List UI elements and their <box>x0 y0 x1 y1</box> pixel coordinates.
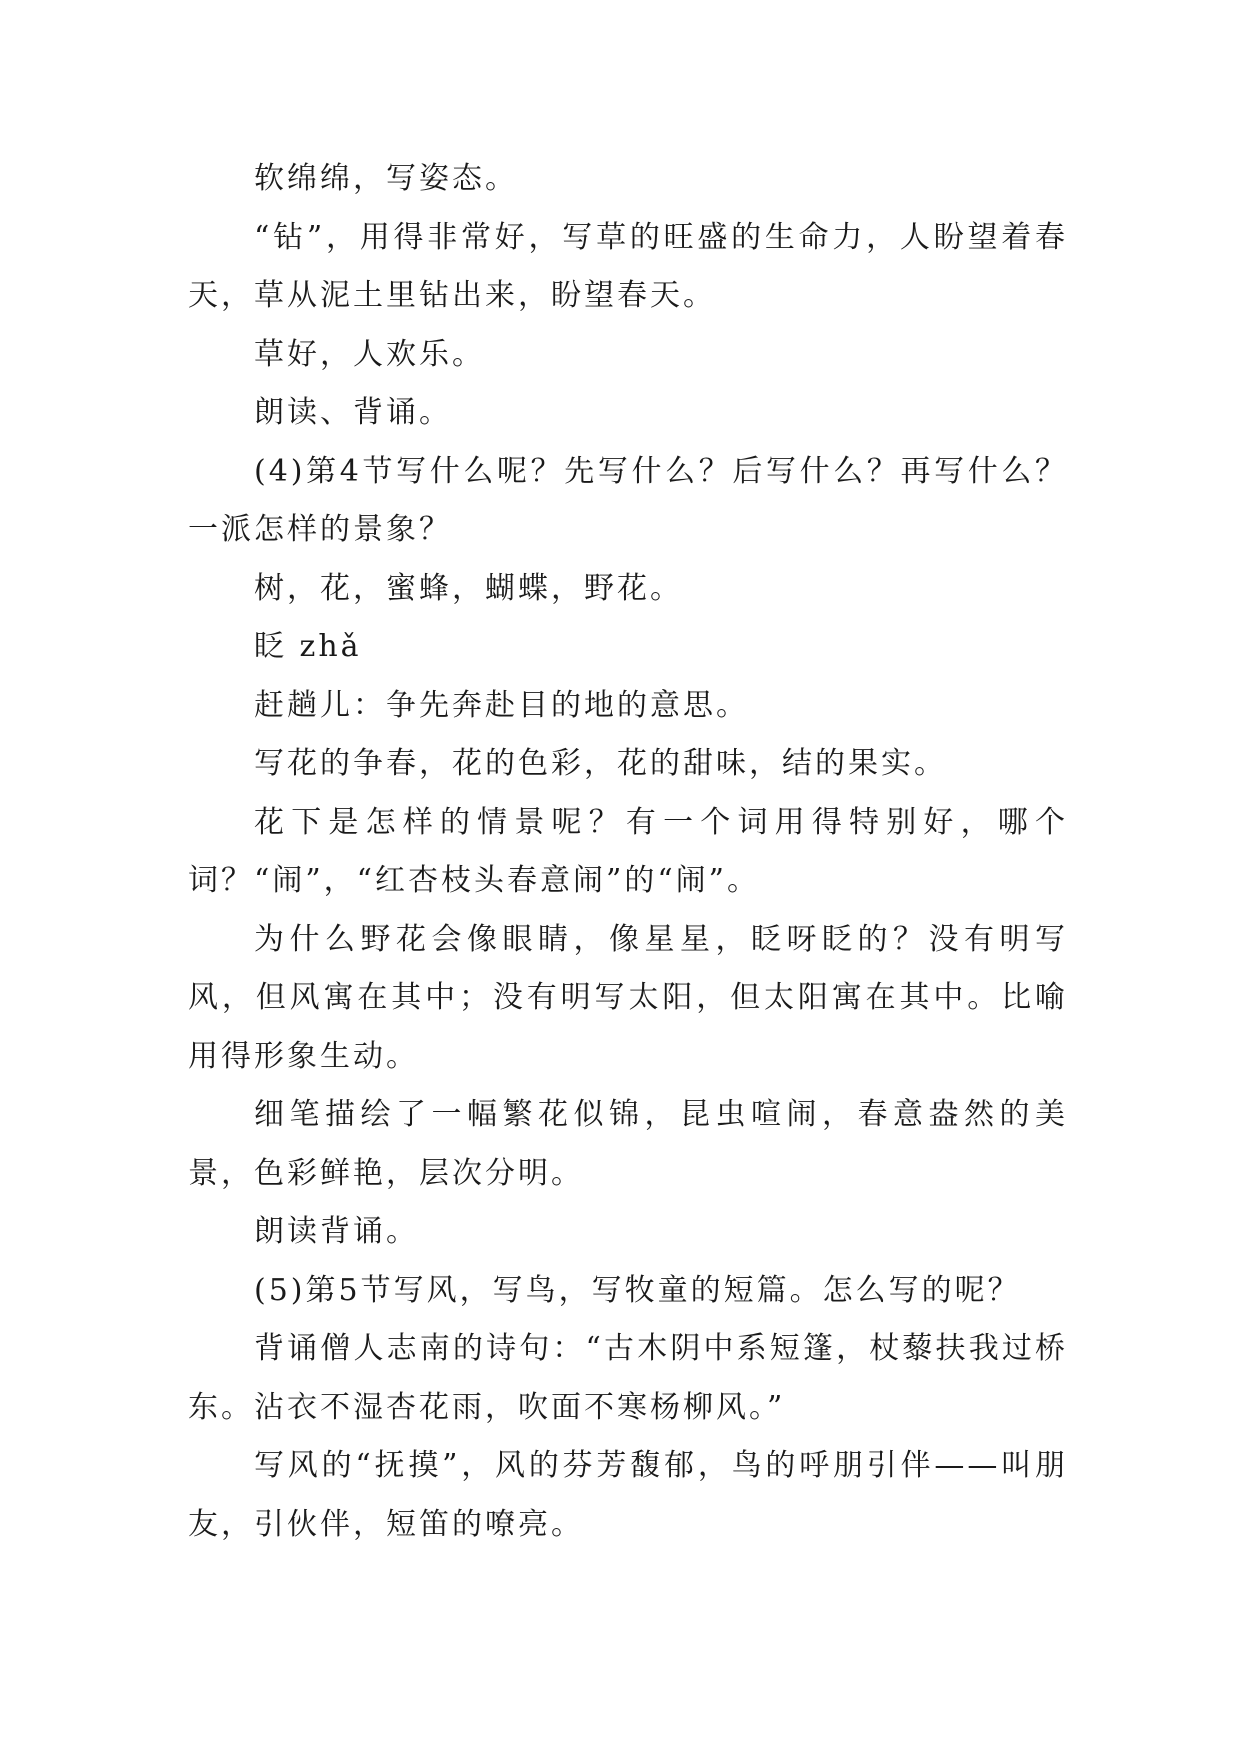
paragraph: 草好，人欢乐。 <box>254 336 485 372</box>
paragraph: 写花的争春，花的色彩，花的甜味，结的果实。 <box>254 746 947 781</box>
document-body <box>188 150 1068 1554</box>
paragraph: 软绵绵，写姿态。 <box>254 161 518 196</box>
paragraph: “钻”，用得非常好，写草的旺盛的生命力，人盼望着春天，草从泥土里钻出来，盼望春天。 <box>188 219 1068 313</box>
paragraph: 眨 zhǎ <box>254 629 362 664</box>
paragraph: 赶趟儿：争先奔赴目的地的意思。 <box>254 687 749 723</box>
paragraph: (4)第4节写什么呢？先写什么？后写什么？再写什么？一派怎样的景象？ <box>188 453 1068 547</box>
paragraph: (5)第5节写风，写鸟，写牧童的短篇。怎么写的呢？ <box>254 1272 1021 1308</box>
paragraph: 朗读、背诵。 <box>254 395 452 430</box>
paragraph: 为什么野花会像眼睛，像星星，眨呀眨的？没有明写风，但风寓在其中；没有明写太阳，但太阳寓在其中。比喻用得形象生动。 <box>188 921 1068 1074</box>
paragraph: 花下是怎样的情景呢？有一个词用得特别好，哪个词？“闹”，“红杏枝头春意闹”的“闹”。 <box>188 804 1068 898</box>
paragraph: 朗读背诵。 <box>254 1214 419 1249</box>
paragraph: 背诵僧人志南的诗句：“古木阴中系短篷，杖藜扶我过桥东。沾衣不湿杏花雨，吹面不寒杨柳风。” <box>188 1331 1068 1425</box>
paragraph: 树，花，蜜蜂，蝴蝶，野花。 <box>254 570 683 606</box>
paragraph: 细笔描绘了一幅繁花似锦，昆虫喧闹，春意盎然的美景，色彩鲜艳，层次分明。 <box>188 1097 1068 1191</box>
paragraph: 写风的“抚摸”，风的芬芳馥郁，鸟的呼朋引伴——叫朋友，引伙伴，短笛的嘹亮。 <box>188 1448 1068 1542</box>
